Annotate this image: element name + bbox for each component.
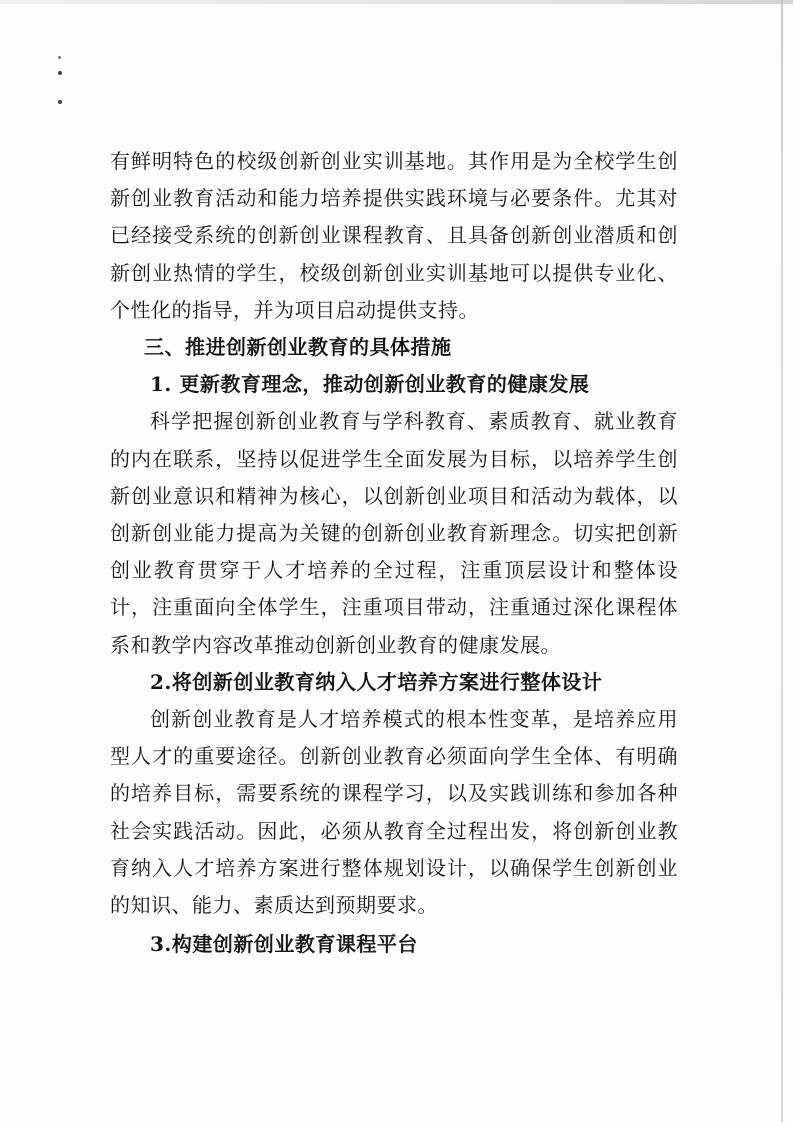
binding-hole-mark [58,71,62,75]
scan-edge-right [781,0,783,1122]
subsection-heading-3: 3.构建创新创业教育课程平台 [150,932,418,957]
binding-hole-mark [58,100,62,104]
subsection-heading-2: 2.将创新创业教育纳入人才培养方案进行整体设计 [150,669,603,694]
paragraph-subsection-1: 科学把握创新创业教育与学科教育、素质教育、就业教育的内在联系，坚持以促进学生全面发展为目标，以培养学生创新创业意识和精神为核心，以创新创业项目和活动为载体，以创新创业能力提高为关键的创新创业教育新理念。切实把创新创业教育贯穿于人才培养的全过程，注重顶层设计和整体设计，注重面向全体学生，注重项目带动，注重通过深化课程体系和教学内容改革推动创新创业教育的健康发展。 [110,409,678,657]
paragraph-subsection-2: 创新创业教育是人才培养模式的根本性变革，是培养应用型人才的重要途径。创新创业教育必须面向学生全体、有明确的培养目标，需要系统的课程学习，以及实践训练和参加各种社会实践活动。因此，必须从教育全过程出发，将创新创业教育纳入人才培养方案进行整体规划设计，以确保学生创新创业的知识、能力、素质达到预期要求。 [110,707,678,918]
subsection-heading-1: 1. 更新教育理念，推动创新创业教育的健康发展 [150,372,590,397]
binding-hole-mark [58,56,61,59]
scan-edge-top [0,0,793,4]
paragraph-intro: 有鲜明特色的校级创新创业实训基地。其作用是为全校学生创新创业教育活动和能力培养提供实践环境与必要条件。尤其对已经接受系统的创新创业课程教育、且具备创新创业潜质和创新创业热情的学生，校级创新创业实训基地可以提供专业化、个性化的指导，并为项目启动提供支持。 [110,149,678,322]
document-body [110,143,678,963]
section-heading-3: 三、推进创新创业教育的具体措施 [144,335,452,360]
